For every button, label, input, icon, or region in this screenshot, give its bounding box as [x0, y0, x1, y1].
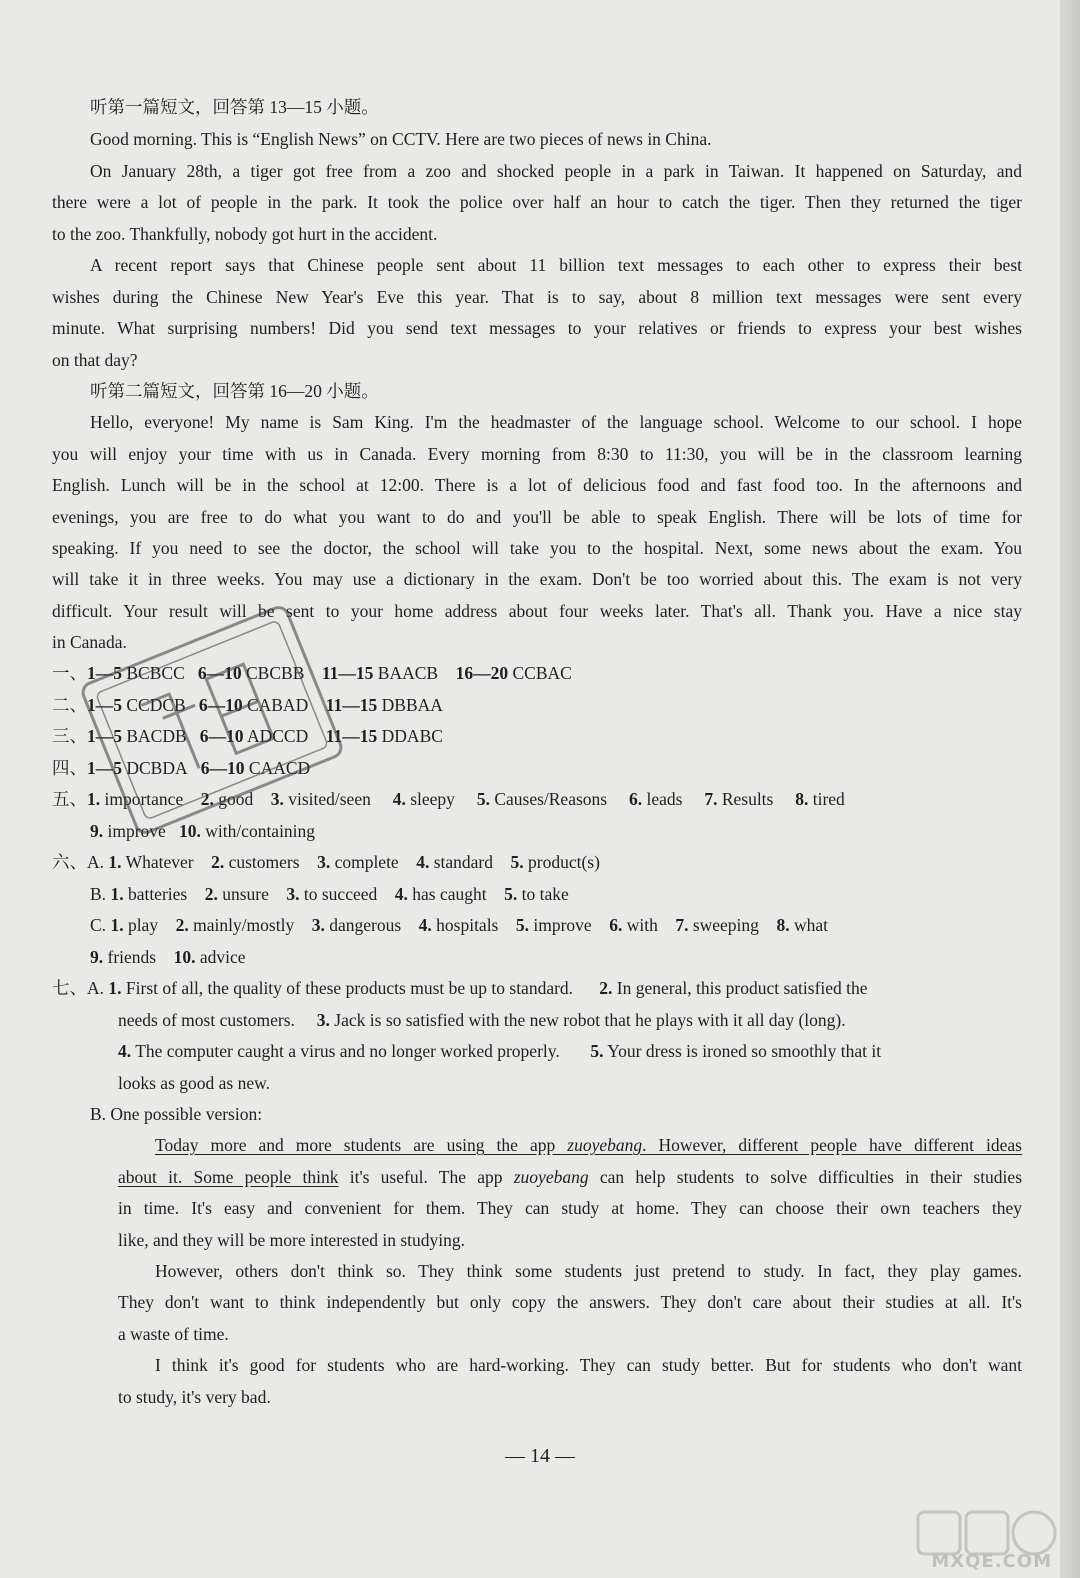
answer-section-6b: B. 1. batteries 2. unsure 3. to succeed 4. has caught 5. to take	[90, 884, 569, 904]
answer-section-7a-cont: 4. The computer caught a virus and no longer worked properly. 5. Your dress is ironed so smoothly that it	[118, 1041, 882, 1061]
passage-1-heading: 听第一篇短文，回答第 13—15 小题。	[90, 97, 379, 117]
transcript-line: there were a lot of people in the park. It took the police over half an hour to catch the tiger. Then they returned the tiger	[52, 192, 1022, 212]
essay-line: Today more and more students are using the app zuoyebang. However, different people have different ideas	[155, 1135, 1022, 1155]
transcript-line: English. Lunch will be in the school at 12:00. There is a lot of delicious food and fast food too. In the afternoons and	[52, 475, 1022, 495]
essay-line: They don't want to think independently but only copy the answers. They don't care about their studies at all. It's	[118, 1292, 1022, 1312]
transcript-line: difficult. Your result will be sent to your home address about four weeks later. That's all. Thank you. Have a nice stay	[52, 601, 1022, 621]
transcript-line: in Canada.	[52, 632, 127, 652]
transcript-line: to the zoo. Thankfully, nobody got hurt in the accident.	[52, 224, 438, 244]
answer-section-4: 四、1—5 DCBDA 6—10 CAACD	[52, 758, 311, 778]
transcript-line: wishes during the Chinese New Year's Eve this year. That is to say, about 8 million text messages were sent every	[52, 287, 1022, 307]
transcript-line: on that day?	[52, 350, 138, 370]
transcript-line: A recent report says that Chinese people sent about 11 billion text messages to each other to express their best	[90, 255, 1022, 275]
writing-heading: B. One possible version:	[90, 1104, 263, 1124]
transcript-line: On January 28th, a tiger got free from a zoo and shocked people in a park in Taiwan. It happened on Saturday, and	[90, 161, 1022, 181]
page-number: — 14 —	[505, 1445, 575, 1467]
transcript-line: you will enjoy your time with us in Canada. Every morning from 8:30 to 11:30, you will be in the classroom learning	[52, 444, 1022, 464]
essay-line: in time. It's easy and convenient for them. They can study at home. They can choose their own teachers they	[118, 1198, 1022, 1218]
stamp-seal-icon	[62, 600, 362, 840]
answer-section-1: 一、1—5 BCBCC 6—10 CBCBB 11—15 BAACB 16—20 CCBAC	[52, 663, 572, 683]
answer-section-5-cont: 9. improve 10. with/containing	[90, 821, 316, 841]
passage-2-heading: 听第二篇短文，回答第 16—20 小题。	[90, 381, 379, 401]
essay-line: like, and they will be more interested in studying.	[118, 1230, 466, 1250]
watermark-text: MXQE.COM	[931, 1551, 1052, 1572]
answer-section-6c: C. 1. play 2. mainly/mostly 3. dangerous 4. hospitals 5. improve 6. with 7. sweeping 8. what	[90, 915, 828, 935]
essay-line: to study, it's very bad.	[118, 1387, 271, 1407]
page-binding-shadow	[1060, 0, 1080, 1578]
answer-section-5: 五、1. importance 2. good 3. visited/seen 4. sleepy 5. Causes/Reasons 6. leads 7. Results 8. tired	[52, 789, 845, 809]
transcript-line: Hello, everyone! My name is Sam King. I'm the headmaster of the language school. Welcome to our school. I hope	[90, 412, 1022, 432]
transcript-line: speaking. If you need to see the doctor, the school will take you to the hospital. Next, some news about the exam. You	[52, 538, 1022, 558]
transcript-line: will take it in three weeks. You may use a dictionary in the exam. Don't be too worried about this. The exam is not very	[52, 569, 1022, 589]
transcript-line: evenings, you are free to do what you want to do and you'll be able to speak English. There will be lots of time for	[52, 507, 1022, 527]
answer-section-7a: 七、A. 1. First of all, the quality of these products must be up to standard. 2. In general, this product satisfied the	[52, 978, 868, 998]
answer-section-6a: 六、A. 1. Whatever 2. customers 3. complete 4. standard 5. product(s)	[52, 852, 600, 872]
essay-line: However, others don't think so. They think some students just pretend to study. In fact, they play games.	[155, 1261, 1022, 1281]
answer-section-2: 二、1—5 CCDCB 6—10 CABAD 11—15 DBBAA	[52, 695, 443, 715]
transcript-line: Good morning. This is “English News” on CCTV. Here are two pieces of news in China.	[90, 129, 712, 149]
answer-section-3: 三、1—5 BACDB 6—10 ADCCD 11—15 DDABC	[52, 726, 443, 746]
essay-line: a waste of time.	[118, 1324, 229, 1344]
essay-line: about it. Some people think it's useful. The app zuoyebang can help students to solve difficulties in their studies	[118, 1167, 1022, 1187]
essay-line: I think it's good for students who are hard-working. They can study better. But for students who don't want	[155, 1355, 1022, 1375]
answer-section-7a-cont: needs of most customers. 3. Jack is so satisfied with the new robot that he plays with it all day (long).	[118, 1010, 846, 1030]
answer-section-6c-cont: 9. friends 10. advice	[90, 947, 246, 967]
answer-section-7a-cont: looks as good as new.	[118, 1073, 270, 1093]
transcript-line: minute. What surprising numbers! Did you send text messages to your relatives or friends to express your best wishes	[52, 318, 1022, 338]
